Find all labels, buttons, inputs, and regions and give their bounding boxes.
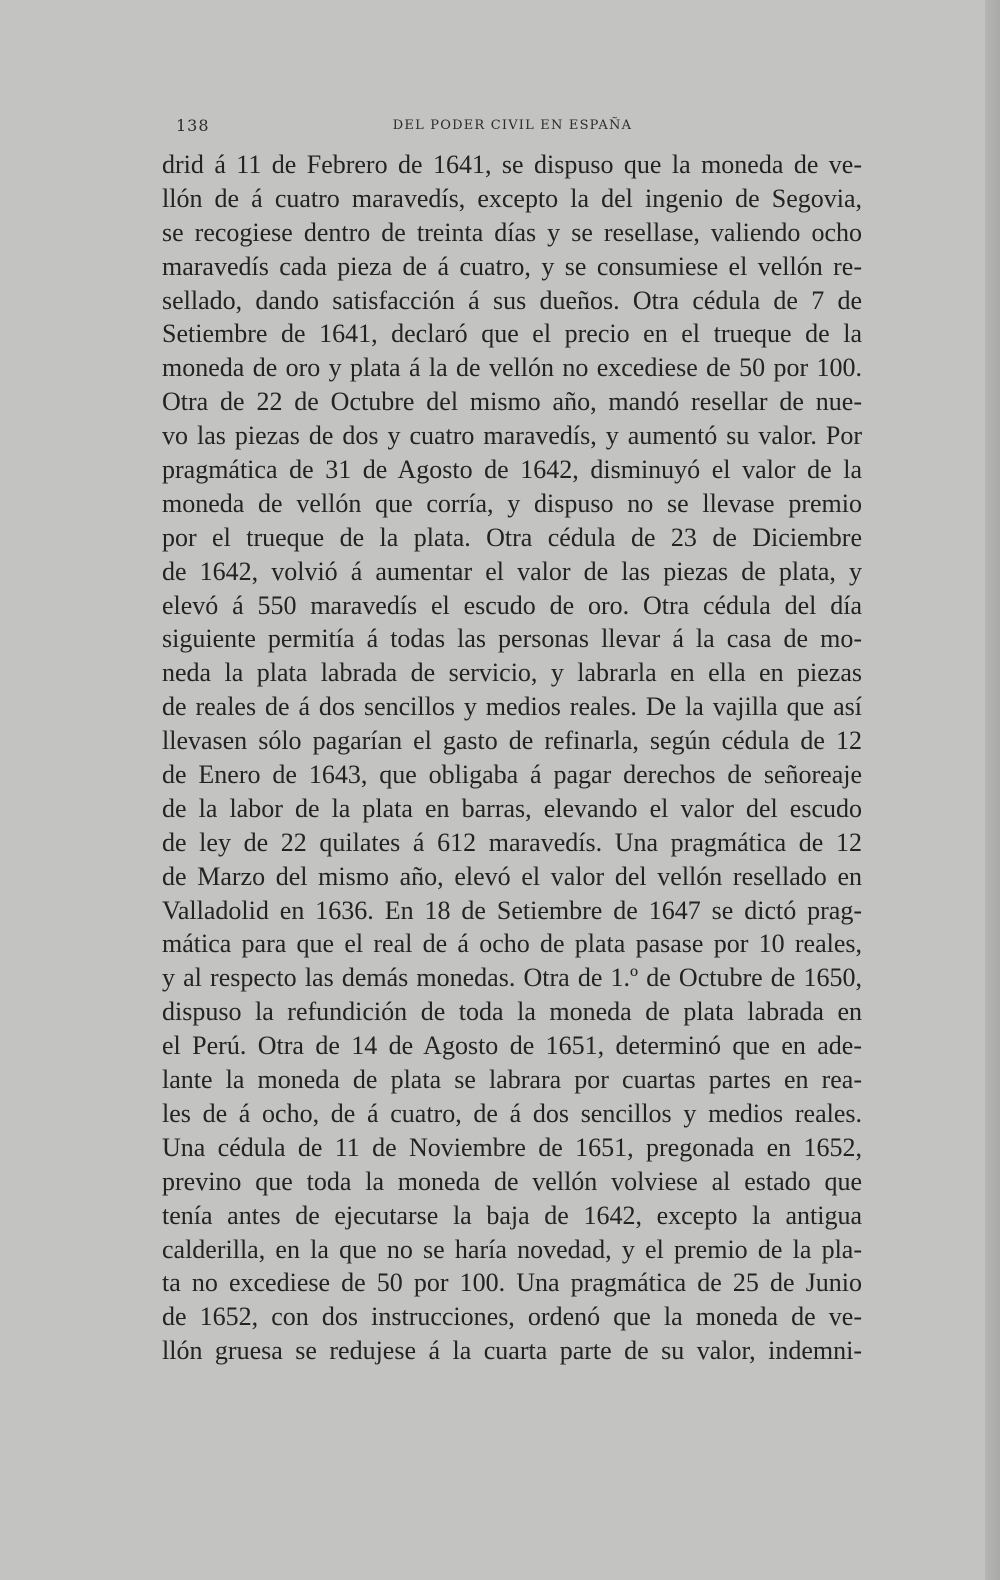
text-line: previno que toda la moneda de vellón volviese al estado que bbox=[162, 1166, 862, 1196]
text-line: sellado, dando satisfacción á sus dueños. Otra cédula de 7 de bbox=[162, 285, 862, 315]
text-line: calderilla, en la que no se haría novedad, y el premio de la pla- bbox=[162, 1234, 862, 1264]
text-line: de reales de á dos sencillos y medios reales. De la vajilla que así bbox=[162, 692, 862, 722]
text-line: llón gruesa se redujese á la cuarta parte de su valor, indemni- bbox=[162, 1336, 862, 1366]
text-line: siguiente permitía á todas las personas llevar á la casa de mo- bbox=[162, 624, 862, 654]
text-line: por el trueque de la plata. Otra cédula de 23 de Diciembre bbox=[162, 522, 862, 552]
text-line: llevasen sólo pagarían el gasto de refinarla, según cédula de 12 bbox=[162, 726, 862, 756]
text-line: drid á 11 de Febrero de 1641, se dispuso que la moneda de ve- bbox=[162, 150, 862, 179]
text-line: dispuso la refundición de toda la moneda de plata labrada en bbox=[162, 997, 862, 1027]
text-line: Valladolid en 1636. En 18 de Setiembre de 1647 se dictó prag- bbox=[162, 895, 862, 925]
text-line: de la labor de la plata en barras, elevando el valor del escudo bbox=[162, 793, 862, 823]
text-line: pragmática de 31 de Agosto de 1642, disminuyó el valor de la bbox=[162, 455, 862, 485]
text-line: mática para que el real de á ocho de plata pasase por 10 reales, bbox=[162, 929, 862, 959]
text-line: moneda de oro y plata á la de vellón no excediese de 50 por 100. bbox=[162, 353, 862, 383]
text-line: moneda de vellón que corría, y dispuso no se llevase premio bbox=[162, 488, 862, 518]
text-line: maravedís cada pieza de á cuatro, y se consumiese el vellón re- bbox=[162, 251, 862, 281]
page-number: 138 bbox=[176, 116, 210, 135]
text-line: elevó á 550 maravedís el escudo de oro. Otra cédula del día bbox=[162, 590, 862, 620]
text-line: y al respecto las demás monedas. Otra de 1.º de Octubre de 1650, bbox=[162, 963, 862, 993]
text-line: neda la plata labrada de servicio, y labrarla en ella en piezas bbox=[162, 658, 862, 688]
page-header bbox=[170, 116, 855, 146]
text-line: el Perú. Otra de 14 de Agosto de 1651, determinó que en ade- bbox=[162, 1031, 862, 1061]
text-line: Setiembre de 1641, declaró que el precio en el trueque de la bbox=[162, 319, 862, 349]
text-line: llón de á cuatro maravedís, excepto la del ingenio de Segovia, bbox=[162, 183, 862, 213]
text-line: ta no excediese de 50 por 100. Una pragmática de 25 de Junio bbox=[162, 1268, 862, 1298]
text-line: de Marzo del mismo año, elevó el valor del vellón resellado en bbox=[162, 861, 862, 891]
body-text bbox=[162, 148, 862, 1368]
text-line: tenía antes de ejecutarse la baja de 1642, excepto la antigua bbox=[162, 1200, 862, 1230]
text-line: se recogiese dentro de treinta días y se resellase, valiendo ocho bbox=[162, 217, 862, 247]
text-line: vo las piezas de dos y cuatro maravedís, y aumentó su valor. Por bbox=[162, 421, 862, 451]
text-line: Otra de 22 de Octubre del mismo año, mandó resellar de nue- bbox=[162, 387, 862, 417]
page-edge bbox=[985, 0, 1000, 1580]
text-line: Una cédula de 11 de Noviembre de 1651, pregonada en 1652, bbox=[162, 1132, 862, 1162]
text-line: lante la moneda de plata se labrara por cuartas partes en rea- bbox=[162, 1065, 862, 1095]
text-line: de 1642, volvió á aumentar el valor de las piezas de plata, y bbox=[162, 556, 862, 586]
text-line: de ley de 22 quilates á 612 maravedís. Una pragmática de 12 bbox=[162, 827, 862, 857]
running-head: DEL PODER CIVIL EN ESPAÑA bbox=[392, 118, 633, 133]
text-line: de 1652, con dos instrucciones, ordenó que la moneda de ve- bbox=[162, 1302, 862, 1332]
text-line: de Enero de 1643, que obligaba á pagar derechos de señoreaje bbox=[162, 760, 862, 790]
text-line: les de á ocho, de á cuatro, de á dos sencillos y medios reales. bbox=[162, 1098, 862, 1128]
